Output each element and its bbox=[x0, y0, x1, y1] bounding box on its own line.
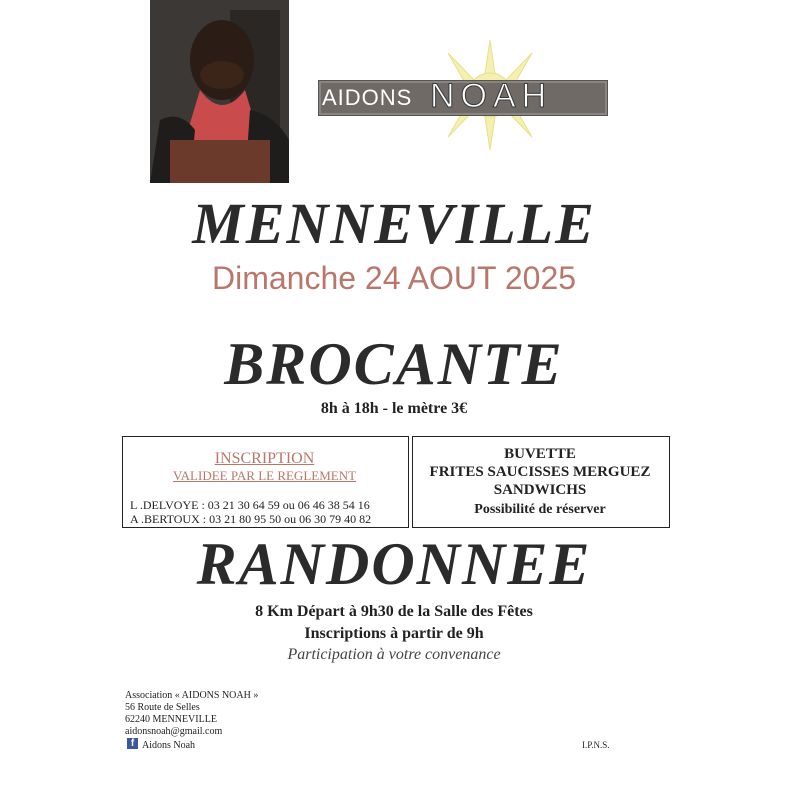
ipns-mark: I.P.N.S. bbox=[582, 740, 610, 750]
buvette-line: Possibilité de réserver bbox=[474, 502, 606, 517]
brocante-title: BROCANTE bbox=[224, 331, 564, 397]
brocante-hours: 8h à 18h - le mètre 3€ bbox=[320, 400, 468, 417]
facebook-icon: f bbox=[127, 738, 138, 749]
randonnee-line: 8 Km Départ à 9h30 de la Salle des Fêtes bbox=[255, 603, 533, 620]
inscription-subtitle: VALIDEE PAR LE REGLEMENT bbox=[172, 468, 357, 483]
portrait-illustration bbox=[150, 0, 289, 183]
buvette-line: BUVETTE bbox=[504, 446, 576, 462]
email-address: aidonsnoah@gmail.com bbox=[125, 726, 223, 737]
address-line: Association « AIDONS NOAH » bbox=[125, 690, 259, 701]
address-line: 62240 MENNEVILLE bbox=[125, 714, 217, 725]
contact-delvoye: L .DELVOYE : 03 21 30 64 59 ou 06 46 38 54 16 bbox=[130, 498, 370, 512]
randonnee-line: Participation à votre convenance bbox=[287, 646, 501, 663]
facebook-label: Aidons Noah bbox=[142, 740, 196, 751]
randonnee-line: Inscriptions à partir de 9h bbox=[304, 625, 484, 642]
photo-portrait bbox=[150, 0, 289, 183]
town-title: MENNEVILLE bbox=[192, 191, 596, 256]
randonnee-title: RANDONNEE bbox=[196, 531, 592, 597]
event-date: Dimanche 24 AOUT 2025 bbox=[211, 260, 577, 296]
address-line: 56 Route de Selles bbox=[125, 702, 200, 713]
inscription-title: INSCRIPTION bbox=[214, 450, 315, 467]
buvette-line: FRITES SAUCISSES MERGUEZ bbox=[429, 464, 651, 480]
buvette-line: SANDWICHS bbox=[493, 482, 587, 498]
logo-text-aidons: AIDONS bbox=[322, 85, 413, 110]
logo-text-noah: NOAH bbox=[430, 77, 553, 115]
contact-bertoux: A .BERTOUX : 03 21 80 95 50 ou 06 30 79 40 82 bbox=[130, 512, 372, 526]
